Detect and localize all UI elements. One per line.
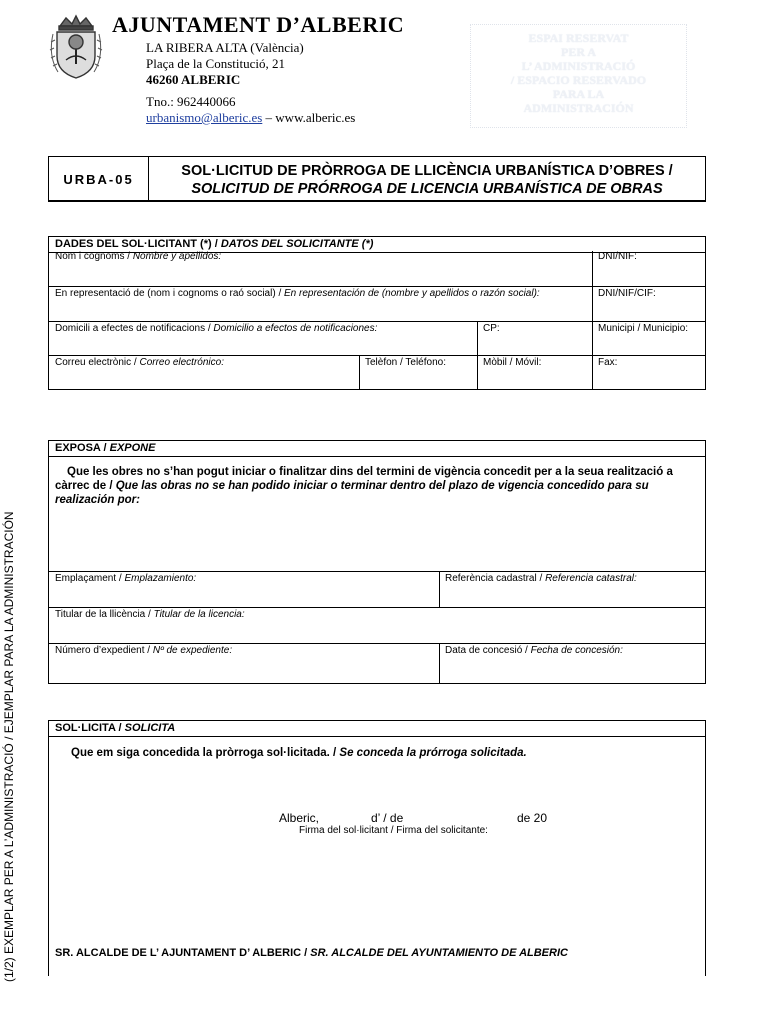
label: CP: — [483, 323, 500, 334]
mayor-addressee — [55, 947, 568, 959]
mayor-addressee-es: SR. ALCALDE DEL AYUNTAMIENTO DE ALBERIC — [310, 947, 568, 959]
label-es: Titular de la licencia: — [153, 609, 245, 620]
label-es: Nombre y apellidos: — [132, 251, 222, 262]
applicant-dni-field[interactable] — [592, 249, 705, 285]
email-field[interactable] — [49, 355, 359, 389]
request-heading — [49, 721, 705, 737]
label: Referència cadastral / — [445, 573, 546, 584]
label: Titular de la llicència / — [55, 609, 154, 620]
expose-heading-va: EXPOSA / — [55, 442, 110, 454]
label: Número d’expedient / — [55, 645, 153, 656]
signature-place: Alberic, — [279, 811, 320, 825]
label: Telèfon / Teléfono: — [365, 357, 446, 368]
reserved-line-2: PER A — [560, 45, 596, 59]
applicant-heading-va: DADES DEL SOL·LICITANT (*) / — [55, 238, 221, 250]
label: Data de concesió / — [445, 645, 531, 656]
copy-side-note: (1/2) EXEMPLAR PER A L’ADMINISTRACIÓ / EJEMPLAR PARA LA ADMINISTRACIÓN — [2, 511, 16, 982]
request-heading-es: SOLICITA — [124, 722, 176, 734]
label-es: Domicilio a efectos de notificaciones: — [213, 323, 378, 334]
expose-statement-es: Que las obras no se han podido iniciar o terminar dentro del plazo de vigencia concedido para su realización por: — [55, 480, 649, 506]
form-code: URBA-05 — [49, 157, 149, 201]
reserved-line-6: ADMINISTRACIÓN — [523, 101, 634, 115]
domicile-field[interactable] — [49, 321, 477, 355]
org-region: LA RIBERA ALTA (València) — [146, 40, 304, 55]
reserved-line-5: PARA LA — [552, 87, 605, 101]
expose-heading — [49, 441, 705, 457]
label-es: Correo electrónico: — [139, 357, 224, 368]
grant-date-field[interactable] — [439, 643, 705, 683]
label-es: Nº de expediente: — [152, 645, 233, 656]
label-es: Fecha de concesión: — [530, 645, 623, 656]
org-title: AJUNTAMENT D’ALBERIC — [112, 12, 405, 37]
applicant-section — [48, 236, 706, 390]
form-title-es: SOLICITUD DE PRÓRROGA DE LICENCIA URBANÍSTICA DE OBRAS — [191, 181, 663, 197]
form-title-va: SOL·LICITUD DE PRÒRROGA DE LLICÈNCIA URBANÍSTICA D’OBRES / — [181, 163, 673, 179]
org-address: Plaça de la Constitució, 21 — [146, 56, 286, 71]
admin-reserved-box — [470, 24, 687, 128]
signature-area[interactable] — [49, 837, 705, 937]
expose-section — [48, 440, 706, 684]
label: Municipi / Municipio: — [598, 323, 689, 334]
municipal-coat-of-arms-icon — [48, 12, 104, 82]
org-phone: Tno.: 962440066 — [146, 94, 236, 109]
label: En representació de (nom i cognoms o raó social) / — [55, 288, 284, 299]
form-title-box — [48, 156, 706, 202]
label-es: Referencia catastral: — [545, 573, 637, 584]
label-es: Emplazamiento: — [124, 573, 197, 584]
reserved-line-1: ESPAI RESERVAT — [528, 31, 629, 45]
mobile-field[interactable] — [477, 355, 592, 389]
label: Correu electrònic / — [55, 357, 140, 368]
request-statement-es: Se conceda la prórroga solicitada. — [339, 747, 527, 759]
representation-cif-field[interactable] — [592, 286, 705, 321]
label: DNI/NIF/CIF: — [598, 288, 656, 299]
label: Mòbil / Móvil: — [483, 357, 542, 368]
reserved-line-4: / ESPACIO RESERVADO — [510, 73, 647, 87]
postal-code-field[interactable] — [477, 321, 592, 355]
org-postal: 46260 ALBERIC — [146, 72, 241, 87]
applicant-heading-es: DATOS DEL SOLICITANTE (*) — [220, 238, 374, 250]
label: DNI/NIF: — [598, 251, 637, 262]
fax-field[interactable] — [592, 355, 705, 389]
org-email-link[interactable]: urbanismo@alberic.es — [146, 110, 263, 125]
request-section — [48, 720, 706, 976]
municipality-field[interactable] — [592, 321, 705, 355]
location-field[interactable] — [49, 571, 439, 607]
expose-statement-va: Que les obres no s’han pogut iniciar o finalitzar dins del termini de vigència concedit per a la seua realització a càrrec de / — [55, 466, 673, 492]
signature-year[interactable]: de 20 — [517, 811, 548, 825]
signature-day-month[interactable]: d’ / de — [371, 811, 404, 825]
label-es: En representación de (nombre y apellidos o razón social): — [284, 288, 540, 299]
phone-field[interactable] — [359, 355, 477, 389]
signature-label: Firma del sol·licitant / Firma del solicitante: — [299, 825, 488, 836]
request-heading-va: SOL·LICITA / — [55, 722, 125, 734]
representation-field[interactable] — [49, 286, 592, 321]
license-holder-field[interactable] — [49, 607, 705, 643]
cadastral-ref-field[interactable] — [439, 571, 705, 607]
mayor-addressee-va: SR. ALCALDE DE L’ AJUNTAMENT D’ ALBERIC / — [55, 947, 311, 959]
expose-heading-es: EXPONE — [109, 442, 156, 454]
label: Nom i cognoms / — [55, 251, 133, 262]
org-web: – www.alberic.es — [262, 110, 356, 125]
reserved-line-3: L’ ADMINISTRACIÓ — [521, 59, 636, 73]
label: Fax: — [598, 357, 618, 368]
label: Emplaçament / — [55, 573, 125, 584]
request-statement — [71, 747, 691, 759]
org-contact — [146, 110, 355, 126]
label: Domicili a efectes de notificacions / — [55, 323, 214, 334]
file-number-field[interactable] — [49, 643, 439, 683]
applicant-name-field[interactable] — [49, 249, 592, 285]
expose-statement-field[interactable] — [55, 465, 701, 565]
request-statement-va: Que em siga concedida la pròrroga sol·licitada. / — [71, 747, 340, 759]
